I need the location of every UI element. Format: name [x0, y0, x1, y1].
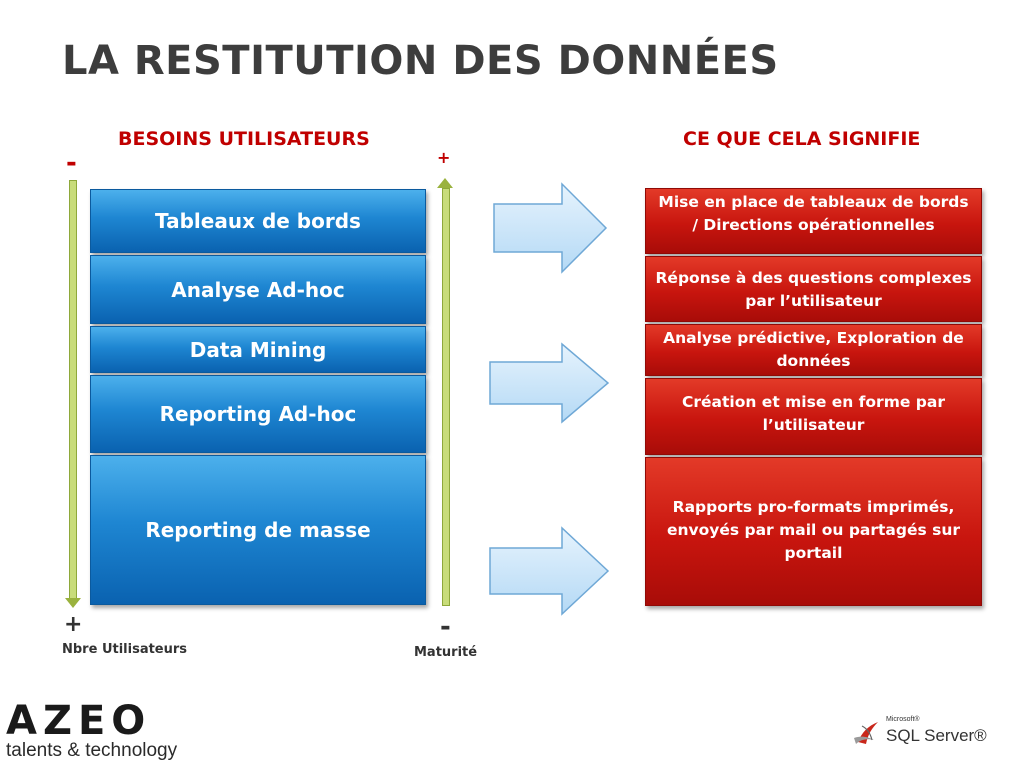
sql-server-logo [852, 718, 987, 746]
right-arrow-icon [488, 526, 612, 616]
right-arrow-icon [492, 182, 610, 274]
users-axis-arrowhead [65, 598, 81, 608]
top-left-sign: - [66, 148, 77, 178]
left-column-header: BESOINS UTILISATEURS [118, 128, 370, 150]
need-block-mass-reporting: Reporting de masse [90, 455, 426, 605]
need-block-adhoc-reporting: Reporting Ad-hoc [90, 375, 426, 453]
need-block-data-mining: Data Mining [90, 326, 426, 373]
sql-server-name: SQL Server® [886, 726, 987, 745]
bottom-right-sign: - [440, 612, 451, 642]
azeo-logo [6, 698, 178, 762]
maturity-axis-bar [442, 188, 450, 606]
top-right-sign: + [437, 148, 451, 167]
meaning-block-user-formatting: Création et mise en forme par l’utilisateur [645, 378, 982, 455]
need-block-dashboards: Tableaux de bords [90, 189, 426, 253]
sql-server-prefix: Microsoft® [886, 716, 920, 723]
users-axis-label: Nbre Utilisateurs [62, 642, 188, 657]
azeo-tagline: talents & technology [6, 740, 178, 761]
right-column-header: CE QUE CELA SIGNIFIE [683, 128, 921, 150]
meaning-block-predictive-analysis: Analyse prédictive, Exploration de données [645, 324, 982, 376]
maturity-axis-label: Maturité [414, 645, 478, 660]
right-arrow-icon [488, 342, 612, 424]
bottom-left-sign: + [64, 612, 83, 637]
meaning-block-pro-format-reports: Rapports pro-formats imprimés, envoyés par mail ou partagés sur portail [645, 457, 982, 606]
slide-title: LA RESTITUTION DES DONNÉES [62, 38, 779, 84]
meaning-block-dashboards: Mise en place de tableaux de bords / Directions opérationnelles [645, 188, 982, 254]
need-block-adhoc-analysis: Analyse Ad-hoc [90, 255, 426, 324]
azeo-logo-mark: AZEO [6, 698, 152, 744]
sql-server-icon [852, 718, 882, 746]
users-axis-bar [69, 180, 77, 600]
maturity-axis-arrowhead [437, 178, 453, 188]
meaning-block-complex-questions: Réponse à des questions complexes par l’utilisateur [645, 256, 982, 322]
